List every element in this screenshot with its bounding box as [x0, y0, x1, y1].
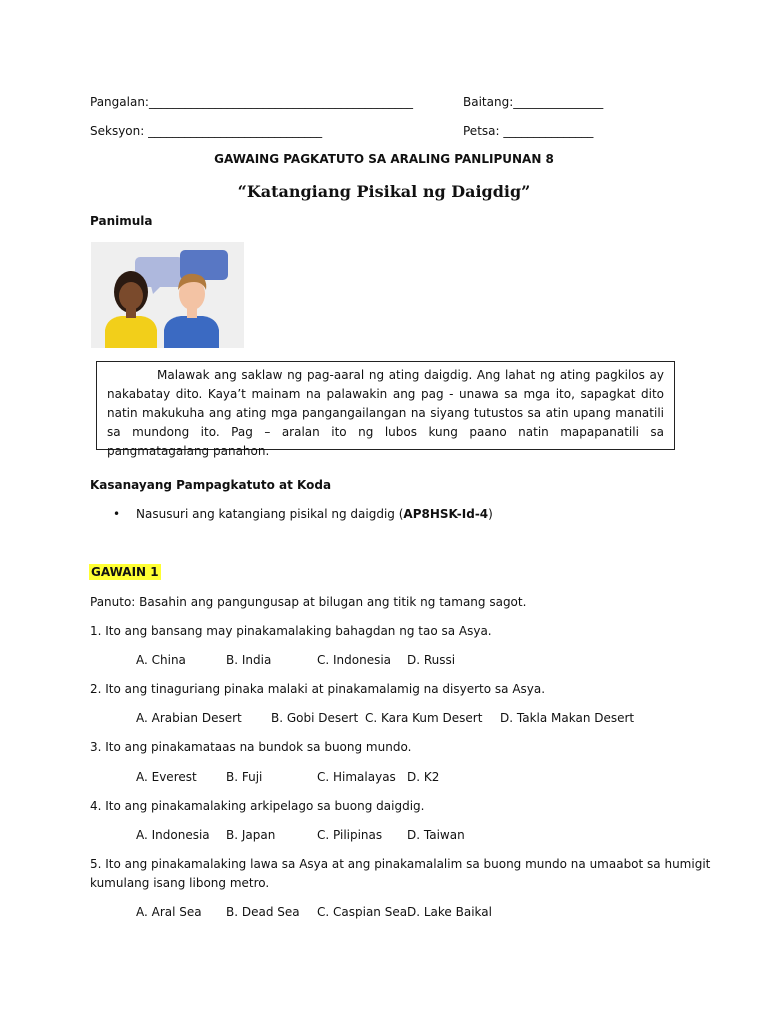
q5-option-b: B. Dead Sea: [226, 905, 300, 919]
question-4: 4. Ito ang pinakamalaking arkipelago sa buong daigdig.: [90, 799, 425, 813]
q1-option-c: C. Indonesia: [317, 653, 392, 667]
q3-option-c: C. Himalayas: [317, 770, 396, 784]
q4-option-d: D. Taiwan: [407, 828, 465, 842]
question-3: 3. Ito ang pinakamataas na bundok sa buong mundo.: [90, 740, 412, 754]
q1-option-b: B. India: [226, 653, 272, 667]
q3-option-a: A. Everest: [136, 770, 197, 784]
section-field: Seksyon: _____________________________: [90, 124, 323, 138]
q2-option-c: C. Kara Kum Desert: [365, 711, 483, 725]
q4-option-c: C. Pilipinas: [317, 828, 383, 842]
q1-option-a: A. China: [136, 653, 186, 667]
q5-option-a: A. Aral Sea: [136, 905, 202, 919]
q5-option-d: D. Lake Baikal: [407, 905, 492, 919]
activity-label-text: GAWAIN 1: [91, 565, 159, 579]
competency-text: Nasusuri ang katangiang pisikal ng daigdig (: [136, 507, 404, 521]
q2-option-b: B. Gobi Desert: [271, 711, 359, 725]
name-field: Pangalan:____________________________________________: [90, 95, 413, 109]
q1-option-d: D. Russi: [407, 653, 456, 667]
competency-item: [136, 507, 493, 521]
intro-label: Panimula: [90, 214, 153, 228]
activity-label: [89, 565, 161, 579]
intro-text-box: [96, 361, 675, 458]
intro-paragraph: Malawak ang saklaw ng pag-aaral ng ating daigdig. Ang lahat ng ating pagkilos ay nakabatay dito. Kaya’t mainam na palawakin ang pag - unawa sa mga ito, sapagkat dito natin makukuha ang ating mga pangangailangan na siyang tutustos sa atin upang manatili sa mundong ito. Pag – aralan ito ng lubos kung paano natin mapapanatili sa pangmatagalang panahon.: [107, 368, 664, 458]
competency-close: ): [488, 507, 493, 521]
q3-option-b: B. Fuji: [226, 770, 263, 784]
worksheet-heading: GAWAING PAGKATUTO SA ARALING PANLIPUNAN 8: [214, 152, 554, 166]
competency-code: AP8HSK-Id-4: [403, 507, 489, 521]
q2-option-d: D. Takla Makan Desert: [500, 711, 635, 725]
question-5-line-2: kumulang isang libong metro.: [90, 876, 270, 890]
worksheet-title: “Katangiang Pisikal ng Daigdig”: [237, 182, 531, 201]
question-1: 1. Ito ang bansang may pinakamalaking bahagdan ng tao sa Asya.: [90, 624, 492, 638]
question-2: 2. Ito ang tinaguriang pinaka malaki at pinakamalamig na disyerto sa Asya.: [90, 682, 546, 696]
date-field: Petsa: _______________: [463, 124, 594, 138]
q3-option-d: D. K2: [407, 770, 440, 784]
instructions: Panuto: Basahin ang pangungusap at bilugan ang titik ng tamang sagot.: [90, 595, 527, 609]
question-5-line-1: 5. Ito ang pinakamalaking lawa sa Asya at ang pinakamalalim sa buong mundo na umaabot sa humigit: [90, 857, 711, 871]
q5-option-c: C. Caspian Sea: [317, 905, 408, 919]
q4-option-a: A. Indonesia: [136, 828, 210, 842]
q2-option-a: A. Arabian Desert: [136, 711, 242, 725]
two-people-talking-icon: [91, 242, 244, 348]
q4-option-b: B. Japan: [226, 828, 276, 842]
bullet-icon: •: [113, 507, 121, 521]
grade-field: Baitang:_______________: [463, 95, 604, 109]
competency-label: Kasanayang Pampagkatuto at Koda: [90, 478, 332, 492]
